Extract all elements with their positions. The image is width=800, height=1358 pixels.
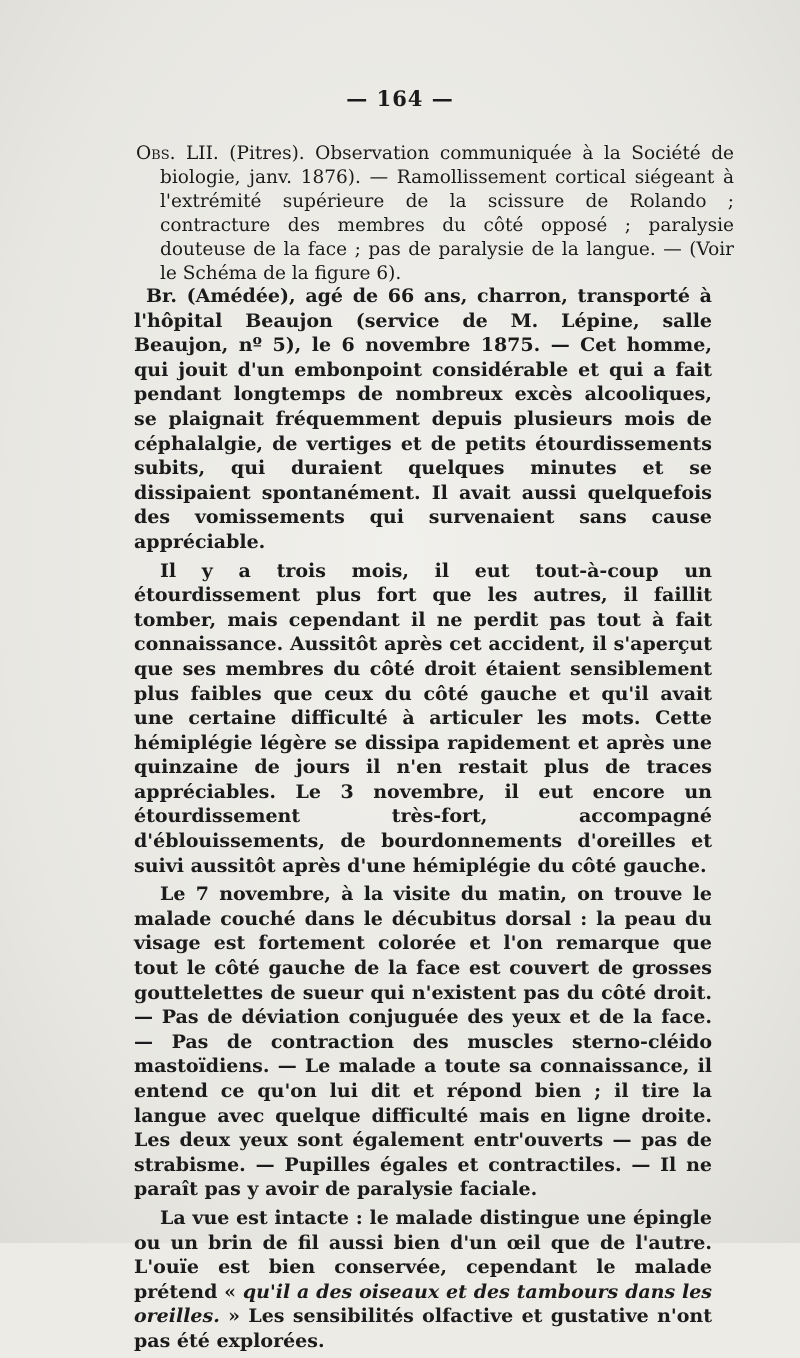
case-report-body (134, 284, 712, 1358)
observation-label: Obs. LII. (136, 143, 219, 164)
senses-text-before: La vue est intacte : le malade distingue une épingle ou un brin de fil aussi bien d'un œil que de l'autre. L'ouïe est bien conservée, cependant le malade prétend « (134, 1206, 712, 1303)
paragraph-patient-history: Br. (Amédée), agé de 66 ans, charron, transporté à l'hôpital Beaujon (service de M. Lépine, salle Beaujon, nº 5), le 6 novembre 1875. — Cet homme, qui jouit d'un embonpoint considérable et qui a fait pendant longtemps de nombreux excès alcooliques, se plaignait fréquemment depuis plusieurs mois de céphalalgie, de vertiges et de petits étourdissements subits, qui duraient quelques minutes et se dissipaient spontanément. Il avait aussi quelquefois des vomissements qui survenaient sans cause appréciable. (134, 285, 712, 553)
patient-quote: qu'il a des oiseaux et des tambours dans les oreilles. (134, 1280, 713, 1328)
observation-heading (136, 142, 734, 286)
page-number: — 164 — (346, 86, 454, 111)
paragraph-senses (134, 1206, 712, 1354)
paragraph-first-attack: Il y a trois mois, il eut tout-à-coup un étourdissement plus fort que les autres, il faillit tomber, mais cependant il ne perdit pas tout à fait connaissance. Aussitôt après cet accident, il s'aperçut que ses membres du côté droit étaient sensiblement plus faibles que ceux du côté gauche et qu'il avait une certaine difficulté à articuler les mots. Cette hémiplégie légère se dissipa rapidement et après une quinzaine de jours il n'en restait plus de traces appréciables. Le 3 novembre, il eut encore un étourdissement très-fort, accompagné d'éblouissements, de bourdonnements d'oreilles et suivi aussitôt après d'une hémiplégie du côté gauche. (134, 559, 712, 877)
observation-summary: (Pitres). Observation communiquée à la Société de biologie, janv. 1876). — Ramollissement cortical siégeant à l'extrémité supérieure de la scissure de Rolando ; contracture des membres du côté opposé ; paralysie douteuse de la face ; pas de paralysie de la langue. — (Voir le Schéma de la figure 6). (160, 143, 734, 284)
paragraph-examination: Le 7 novembre, à la visite du matin, on trouve le malade couché dans le décubitus dorsal : la peau du visage est fortement colorée et l'on remarque que tout le côté gauche de la face est couvert de grosses gouttelettes de sueur qui n'existent pas du côté droit. — Pas de déviation conjuguée des yeux et de la face. — Pas de contraction des muscles sterno-cléido mastoïdiens. — Le malade a toute sa connaissance, il entend ce qu'on lui dit et répond bien ; il tire la langue avec quelque difficulté mais en ligne droite. Les deux yeux sont également entr'ouverts — pas de strabisme. — Pupilles égales et contractiles. — Il ne paraît pas y avoir de paralysie faciale. (134, 883, 712, 1201)
senses-text-after: » Les sensibilités olfactive et gustative n'ont pas été explorées. (134, 1305, 712, 1352)
